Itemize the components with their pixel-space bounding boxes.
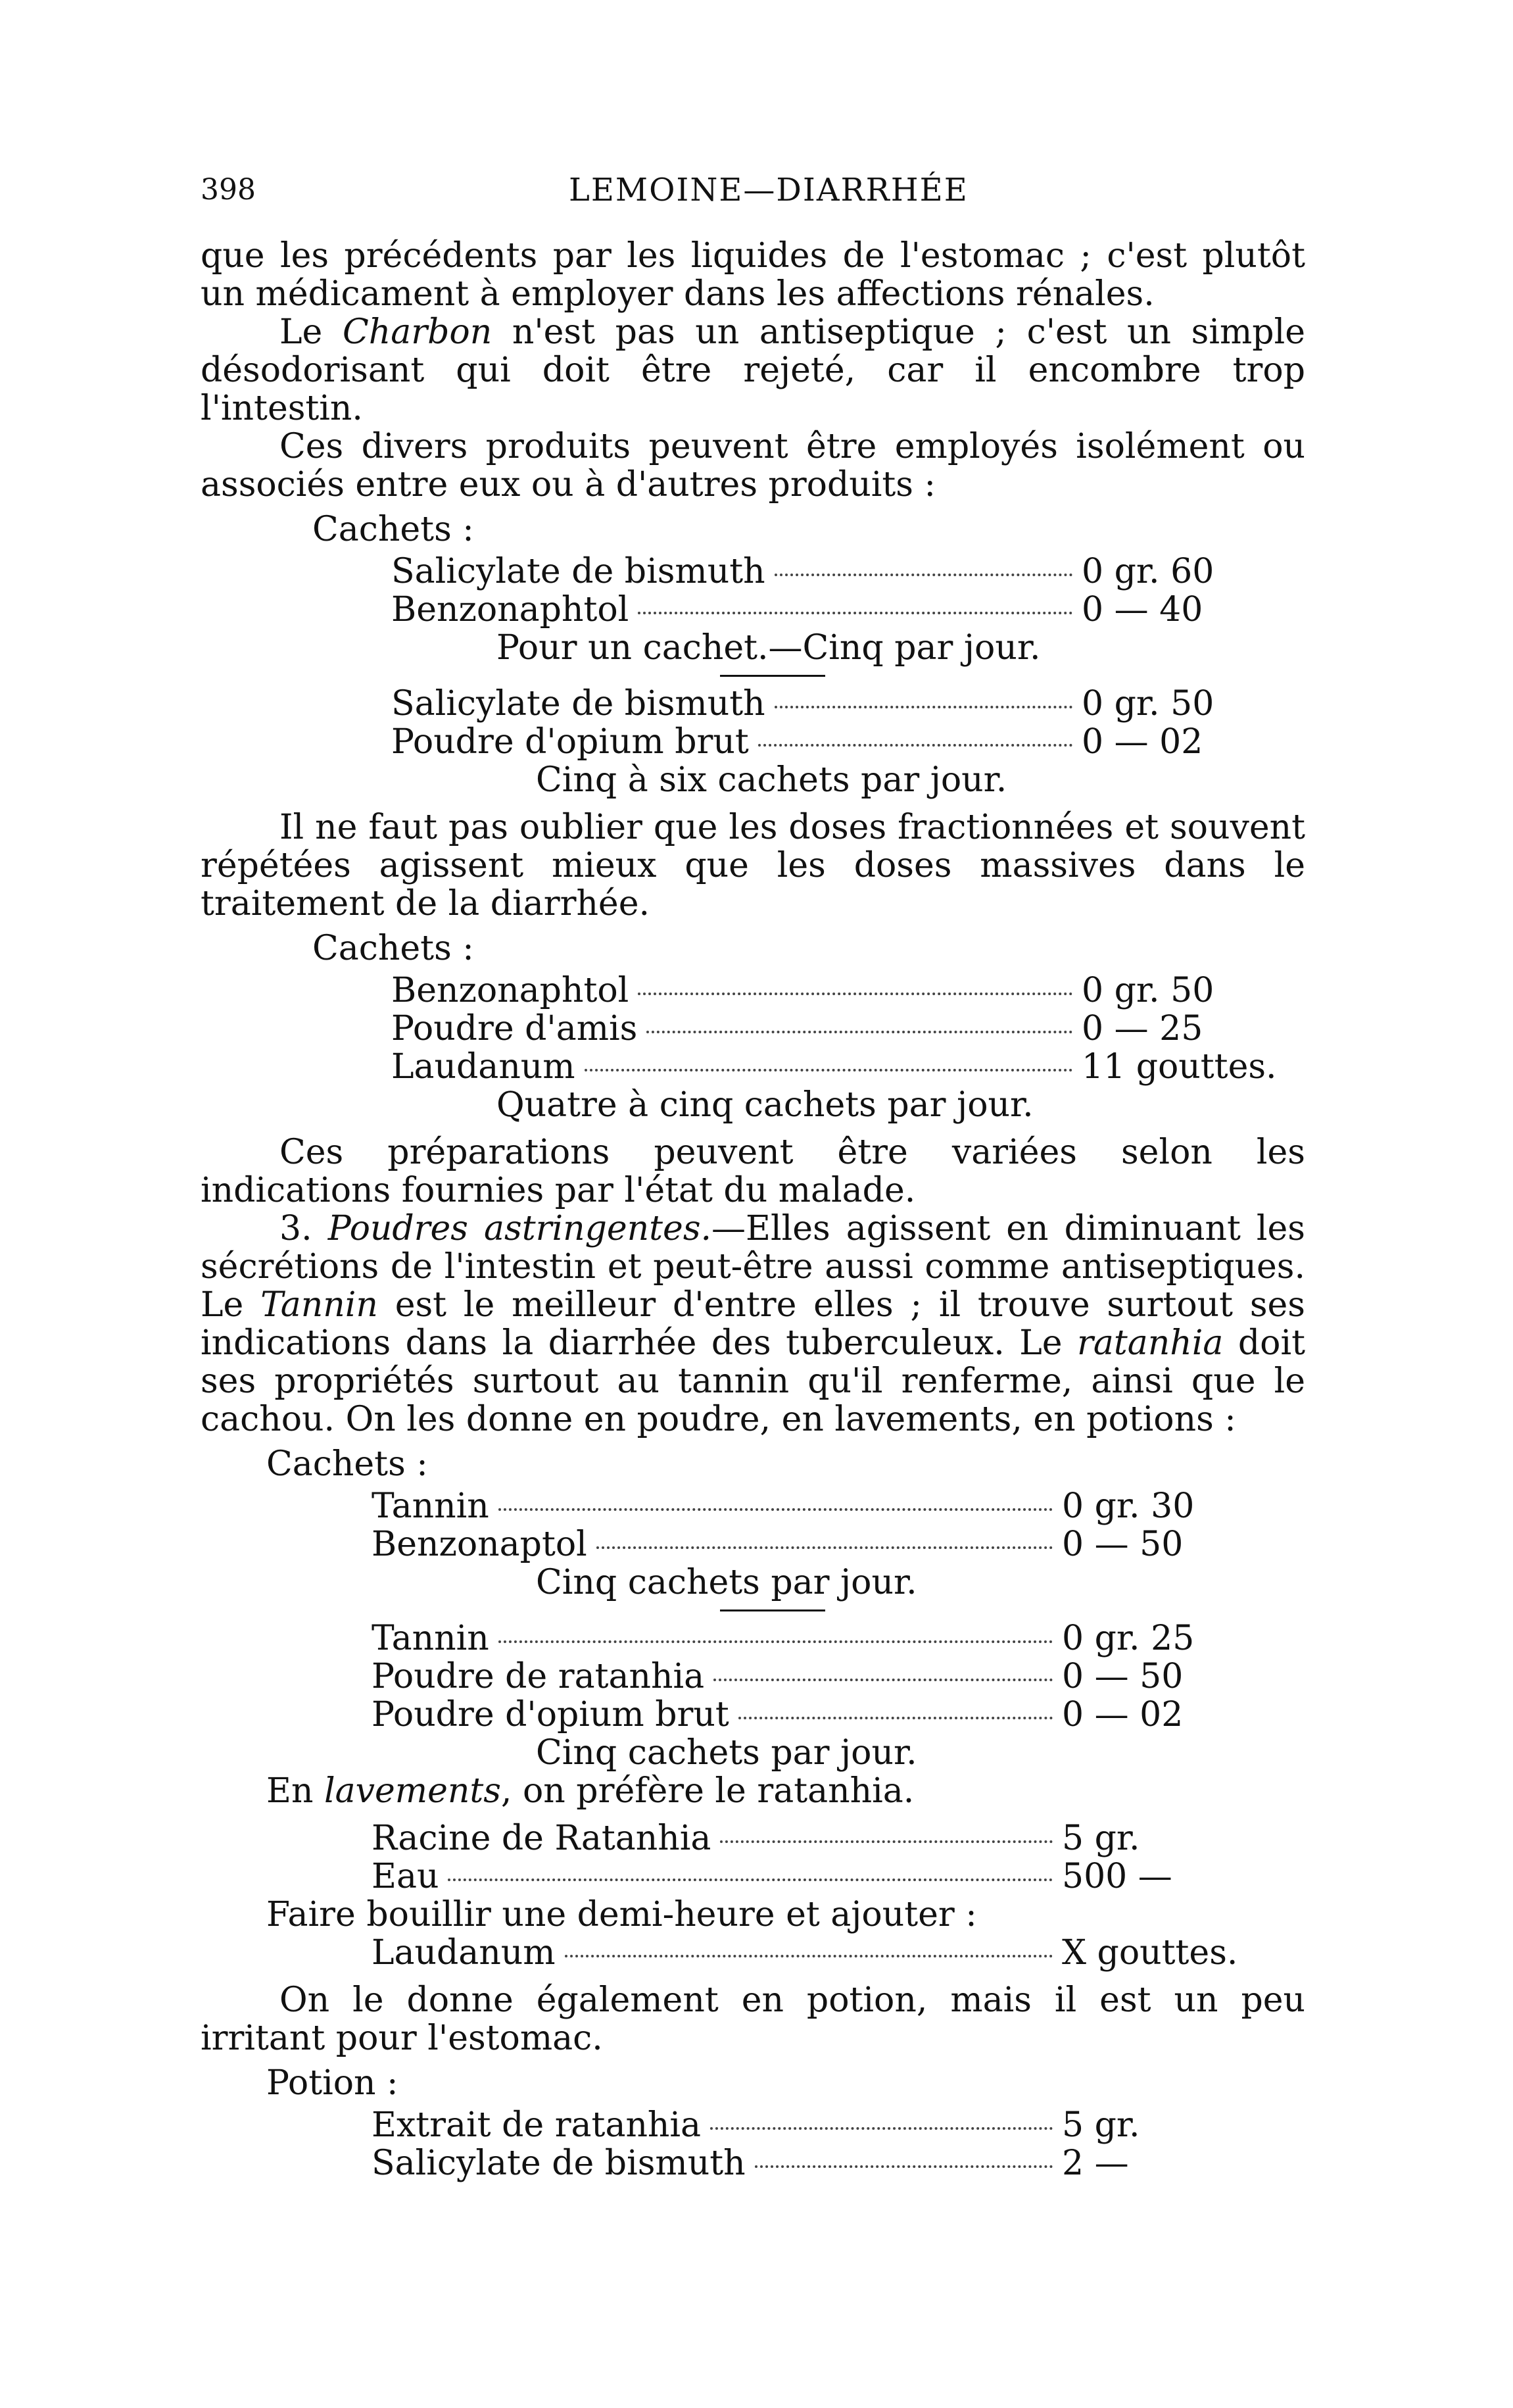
- page-header: [201, 171, 1305, 210]
- dot-leader: [720, 1840, 1053, 1843]
- paragraph: En lavements, on préfère le ratanhia.: [266, 1771, 915, 1811]
- paragraph: Faire bouillir une demi-heure et ajouter :: [266, 1895, 977, 1934]
- prescription-line: Poudre d'opium brut 0 — 02: [372, 1695, 1184, 1734]
- separator-rule: [720, 675, 825, 677]
- dot-leader: [646, 1031, 1072, 1033]
- dot-leader: [638, 612, 1072, 614]
- prescription-line: Racine de Ratanhia 5 gr.: [372, 1819, 1140, 1858]
- dot-leader: [755, 2165, 1053, 2168]
- prescription-line: Poudre de ratanhia 0 — 50: [372, 1657, 1184, 1696]
- prescription: [372, 1619, 1279, 1734]
- dot-leader: [596, 1546, 1053, 1549]
- prescription: [391, 553, 1299, 629]
- paragraph: Ces divers produits peuvent être employés isolément ou associés entre eux ou à d'autres produits :: [201, 427, 1305, 504]
- paragraph: On le donne également en potion, mais il est un peu irritant pour l'estomac.: [201, 1980, 1305, 2058]
- paragraph: Ces préparations peuvent être variées selon les indications fournies par l'état du malade.: [201, 1133, 1305, 1210]
- prescription-line: Benzonaphtol 0 gr. 50: [391, 971, 1214, 1010]
- prescription-line: Tannin 0 gr. 25: [372, 1619, 1195, 1658]
- prescription-note: Cinq cachets par jour.: [536, 1563, 917, 1602]
- paragraph: Le Charbon n'est pas un antiseptique ; c'est un simple désodorisant qui doit être rejeté, car il encombre trop l'intestin.: [201, 312, 1305, 428]
- prescription-label: Cachets :: [266, 1444, 428, 1484]
- prescription: [391, 971, 1299, 1086]
- emphasis: Poudres astringentes.: [327, 1209, 712, 1248]
- prescription-line: Tannin 0 gr. 30: [372, 1487, 1195, 1526]
- prescription-label: Cachets :: [312, 510, 474, 549]
- dot-leader: [585, 1069, 1072, 1071]
- dot-leader: [498, 1640, 1053, 1643]
- prescription-line: Salicylate de bismuth 2 —: [372, 2144, 1129, 2183]
- emphasis: ratanhia: [1077, 1323, 1224, 1363]
- prescription-line: Poudre d'amis 0 — 25: [391, 1009, 1203, 1048]
- prescription: [372, 1819, 1279, 1896]
- paragraph: Il ne faut pas oublier que les doses fractionnées et souvent répétées agissent mieux que les doses massives dans le traitement de la diarrhée.: [201, 808, 1305, 923]
- dot-leader: [448, 1879, 1053, 1881]
- dot-leader: [738, 1717, 1053, 1719]
- dot-leader: [775, 574, 1072, 576]
- paragraph: que les précédents par les liquides de l'estomac ; c'est plutôt un médicament à employer dans les affections rénales.: [201, 236, 1305, 314]
- dot-leader: [498, 1508, 1053, 1511]
- dot-leader: [713, 1679, 1053, 1681]
- emphasis: Tannin: [260, 1285, 378, 1325]
- dot-leader: [775, 706, 1072, 708]
- separator-rule: [720, 1609, 825, 1611]
- dot-leader: [710, 2127, 1053, 2130]
- prescription: [372, 1934, 1279, 1972]
- prescription: [372, 2106, 1279, 2182]
- prescription-note: Cinq cachets par jour.: [536, 1733, 917, 1773]
- prescription-note: Pour un cachet.—Cinq par jour.: [496, 628, 1041, 668]
- prescription-line: Poudre d'opium brut 0 — 02: [391, 722, 1203, 762]
- prescription-line: Eau 500 —: [372, 1857, 1172, 1896]
- prescription-line: Extrait de ratanhia 5 gr.: [372, 2105, 1140, 2145]
- dot-leader: [638, 993, 1072, 995]
- prescription-label: Cachets :: [312, 929, 474, 968]
- prescription-note: Quatre à cinq cachets par jour.: [496, 1085, 1034, 1125]
- prescription-line: Laudanum X gouttes.: [372, 1933, 1238, 1973]
- prescription-line: Laudanum 11 gouttes.: [391, 1047, 1277, 1087]
- emphasis: lavements: [324, 1771, 501, 1811]
- page-number: 398: [201, 173, 256, 207]
- prescription-line: Benzonaphtol 0 — 40: [391, 590, 1203, 629]
- paragraph: 3. Poudres astringentes.—Elles agissent en diminuant les sécrétions de l'intestin et peut-être aussi comme antiseptiques. Le Tannin est le meilleur d'entre elles ; il trouve surtout ses indications dans la diarrhée des tuberculeux. Le ratanhia doit ses propriétés surtout au tannin qu'il renferme, ainsi que le cachou. On les donne en poudre, en lavements, en potions :: [201, 1209, 1305, 1439]
- prescription-label: Potion :: [266, 2063, 398, 2103]
- prescription: [372, 1487, 1279, 1563]
- running-title: LEMOINE—DIARRHÉE: [569, 172, 969, 209]
- prescription-line: Benzonaptol 0 — 50: [372, 1525, 1184, 1564]
- page-body: [201, 237, 1305, 2182]
- dot-leader: [758, 744, 1072, 747]
- dot-leader: [565, 1955, 1053, 1957]
- prescription-line: Salicylate de bismuth 0 gr. 50: [391, 684, 1214, 724]
- prescription: [391, 685, 1299, 761]
- emphasis: Charbon: [342, 312, 492, 352]
- prescription-line: Salicylate de bismuth 0 gr. 60: [391, 552, 1214, 591]
- prescription-note: Cinq à six cachets par jour.: [536, 760, 1007, 800]
